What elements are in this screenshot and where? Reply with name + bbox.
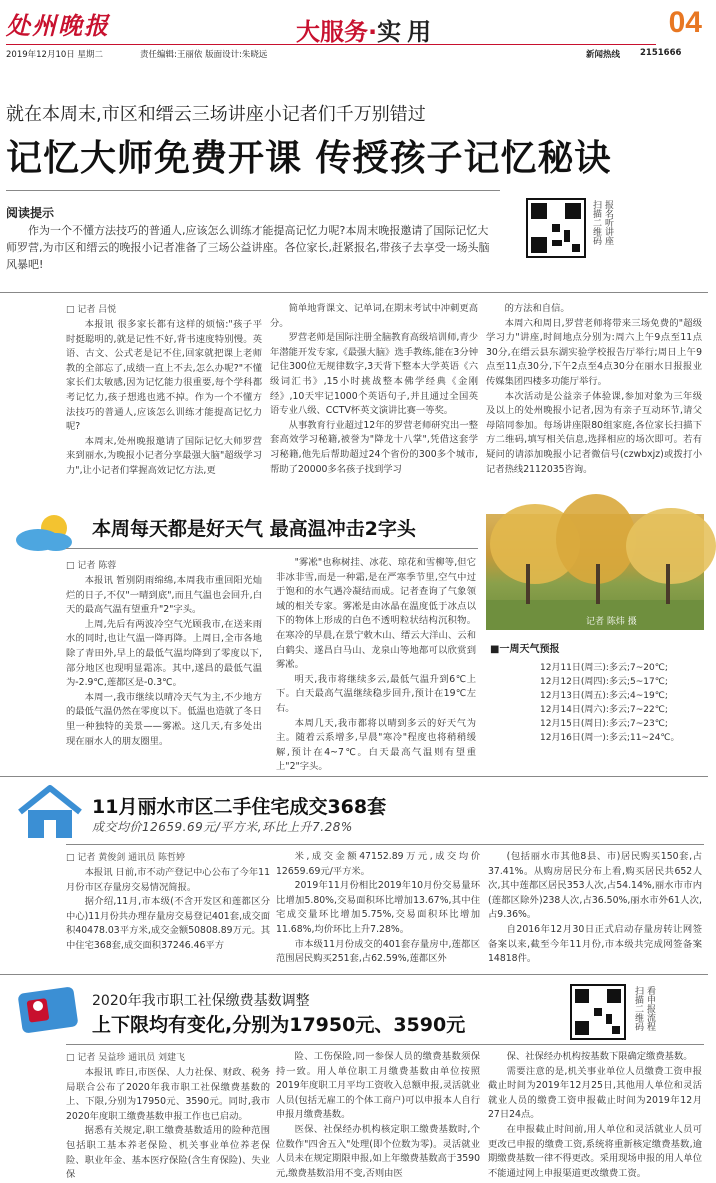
hotline-label: 新闻热线 <box>586 50 621 60</box>
paragraph: 据介绍,11月,市本级(不含开发区和莲都区分中心)11月份共办理存量房交易登记401套,成交面积40478.03平方米,成交金额50808.89万元。其中住宅368套,成交面积37246.46平方 <box>66 896 270 951</box>
paragraph: 米,成交金额47152.89万元,成交均价12659.69元/平方米。 <box>276 851 480 877</box>
page-number: 04 <box>668 6 702 39</box>
paragraph: 简单地背课文、记单词,在期末考试中冲刺更高分。 <box>270 303 478 329</box>
forecast-row: 12月16日(周一):多云;11~24℃。 <box>540 733 680 743</box>
weather-byline: □ 记者 陈蓉 <box>66 558 116 571</box>
forecast-row: 12月14日(周六):多云;7~22℃; <box>540 705 668 715</box>
paragraph: (包括丽水市其他8县、市)居民购买150套,占37.41%。从购房居民分布上看,购买居民共652人次,其中莲都区居民353人次,占54.14%,丽水市市内(莲都区除外)238人次,占36.50%,丽水市外61人次,占9.36%。 <box>488 851 702 921</box>
lead-column-1 <box>66 318 262 500</box>
paragraph: 本周末,处州晚报邀请了国际记忆大师罗营来到丽水,为晚报小记者分享最强大脑"超级学习力",让小记者们掌握高效记忆方法,更 <box>66 435 262 476</box>
insurance-column-1 <box>66 1066 270 1181</box>
insurance-column-2 <box>276 1050 480 1179</box>
divider <box>66 1044 704 1045</box>
intro-box <box>0 196 500 286</box>
weather-forecast <box>490 640 704 745</box>
lead-headline: 记忆大师免费开课 传授孩子记忆秘诀 <box>6 138 612 179</box>
lead-byline: □ 记者 吕悦 <box>66 302 116 315</box>
forecast-row: 12月13日(周五):多云;4~19℃; <box>540 691 668 701</box>
divider <box>66 548 478 549</box>
id-card-icon <box>10 984 82 1040</box>
paragraph: 本报讯 很多家长都有这样的烦恼:"孩子平时挺聪明的,就是记性不好,背书速度特别慢。英语、古文、公式老是记不住,回家就把课上老师教的全部忘了,成绩一直上不去,怎么办呢?"不懂家长们太敏感,因为记忆能力很重要,每个学科都考记忆力,孩子想逃也逃不掉。作为一个不懂方法技巧的普通人,应该怎么训练才能提高记忆力呢? <box>66 319 262 433</box>
forecast-row: 12月15日(周日):多云;7~23℃; <box>540 719 668 729</box>
paragraph: 市本级11月份成交的401套存量房中,莲都区范围居民购买251套,占62.59%,莲都区外 <box>276 938 480 965</box>
divider <box>6 190 500 191</box>
paragraph: 本报讯 昨日,市医保、人力社保、财政、税务局联合公布了2020年我市职工社保缴费基数的上、下限,分别为17950元、3590元。同时,我市2020年度职工缴费基数申报工作也已启动。 <box>66 1067 270 1122</box>
paragraph: 本次活动是公益亲子体验课,参加对象为三年级及以上的处州晚报小记者,因为有亲子互动环节,请父母陪同参加。每场讲座限80组家庭,各位家长扫描下方二维码,填写相关信息,选择相应的场次即可。若有疑问的请添加晚报小记者微信号(czwbxjz)或拨打小记者热线2112035咨询。 <box>486 390 702 475</box>
editors: 责任编辑:王丽依 版面设计:朱晓远 <box>140 50 268 60</box>
divider <box>0 292 708 293</box>
paragraph: 上周,先后有两波冷空气光顾我市,在送来雨水的同时,也让气温一降再降。上周日,全市各地除了青田外,早上的最低气温均降到了零度以下,部分地区也现明显霜冻。其中,遂昌的最低气温为-2.9℃,莲都区是-0.3℃。 <box>66 618 262 689</box>
paragraph: 本报讯 日前,市不动产登记中心公布了今年11月份市区存量房交易情况简报。 <box>66 867 270 893</box>
paragraph: 在申报截止时间前,用人单位和灵活就业人员可更改已申报的缴费工资,系统将重新核定缴费基数,逾期缴费基数一律不得更改。采用现场申报的用人单位不能通过网上申报渠道更改缴费工资。 <box>488 1123 702 1179</box>
housing-column-3 <box>488 850 702 968</box>
weather-column-2 <box>276 556 476 773</box>
section-title <box>296 12 437 47</box>
housing-column-1 <box>66 866 270 968</box>
paragraph: 本周几天,我市都将以晴到多云的好天气为主。随着云系增多,早晨"寒冷"程度也将稍稍缓解,预计在4~7℃。白天最高气温则有望重上"2"字头。 <box>276 717 476 773</box>
intro-text: 作为一个不懂方法技巧的普通人,应该怎么训练才能提高记忆力呢?本周末晚报邀请了国际记忆大师罗营,为市区和缙云的晚报小记者准备了三场公益讲座。各位家长,赶紧报名,带孩子去享受一场头脑风暴吧! <box>6 224 490 271</box>
paragraph: 自2016年12月30日正式启动存量房转让网签备案以来,截至今年11月份,市本级共完成网签备案14818件。 <box>488 923 702 965</box>
paragraph: 本报讯 暂别阴雨绵绵,本周我市重回阳光灿烂的日子,不仅"一晴到底",而且气温也会回升,白天的最高气温有望重升"2"字头。 <box>66 575 262 616</box>
paragraph: 险、工伤保险,同一参保人员的缴费基数须保持一致。用人单位职工月缴费基数由单位按照2019年度职工月平均工资收入总额申报,灵活就业人员(包括无雇工的个体工商户)可以申报本人自行申报月缴费基数。 <box>276 1051 480 1121</box>
paragraph: 本周一,我市继续以晴冷天气为主,不少地方的最低气温仍然在零度以下。低温也造就了冬日里一种独特的美景——雾凇。这几天,有多处出现在丽水人的朋友圈里。 <box>66 691 262 747</box>
paragraph: 需要注意的是,机关事业单位人员缴费工资申报截止时间为2019年12月25日,其他用人单位和灵活就业人员的缴费工资申报截止时间为2019年12月27日24点。 <box>488 1065 702 1121</box>
hotline-number: 2151666 <box>640 48 682 58</box>
intro-label: 阅读提示 <box>6 206 55 220</box>
ginkgo-photo <box>486 514 704 630</box>
housing-subhead: 成交均价12659.69元/平方米,环比上升7.28% <box>92 820 353 834</box>
house-icon <box>14 784 86 840</box>
issue-date: 2019年12月10日 星期二 <box>6 50 103 60</box>
paragraph: 本周六和周日,罗营老师将带来三场免费的"超级学习力"讲座,时间地点分别为:周六上午9点至11点30分,在缙云县东湖实验学校报告厅举行;周日上午9点至11点30分,下午2点至4点30分在丽水日报报业传媒集团四楼多功能厅举行。 <box>486 317 702 387</box>
weather-headline: 本周每天都是好天气 最高温冲击2字头 <box>92 518 416 540</box>
divider <box>0 776 708 777</box>
lead-column-3 <box>486 302 702 500</box>
paragraph: 从事教育行业超过12年的罗营老师研究出一整套高效学习秘籍,被誉为"降龙十八掌",凭借这套学习秘籍,他先后帮助超过24个省份的300多个城市,帮助了20000多名孩子找到学习 <box>270 419 478 475</box>
paragraph: 2019年11月份相比2019年10月份交易量环比增加5.80%,交易面积环比增加13.67%,其中住宅成交量环比增加5.75%,交易面积环比增加11.68%,均价环比上升7.28%。 <box>276 880 480 935</box>
housing-column-2 <box>276 850 480 968</box>
qr-code-lecture[interactable] <box>526 198 586 258</box>
insurance-byline: □ 记者 吴益珍 通讯员 刘建飞 <box>66 1050 185 1063</box>
paragraph: 据悉有关规定,职工缴费基数适用的险种范围包括职工基本养老保险、机关事业单位养老保险、职业年金、基本医疗保险(含生育保险)、失业保 <box>66 1125 270 1181</box>
paragraph: 医保、社保经办机构核定职工缴费基数时,个位数作"四舍五入"处理(即个位数为零)。灵活就业人员未在规定期限申报,如上年缴费基数高于3590元,缴费基数沿用不变,否则由医 <box>276 1123 480 1179</box>
section-title-main: 大服务· <box>296 18 378 46</box>
lead-column-2 <box>270 302 478 500</box>
forecast-row: 12月12日(周四):多云;5~17℃; <box>540 677 668 687</box>
meta-line <box>6 44 682 60</box>
lead-kicker: 就在本周末,市区和缙云三场讲座小记者们千万别错过 <box>6 104 426 125</box>
insurance-small-head: 2020年我市职工社保缴费基数调整 <box>92 993 310 1009</box>
insurance-column-3 <box>488 1050 702 1179</box>
masthead <box>0 0 708 60</box>
paragraph: "雾凇"也称树挂、冰花、琼花和雪柳等,但它非冰非雪,而是一种霜,是在严寒季节里,空气中过于饱和的水气遇冷凝结而成。记者查询了气象领域的相关专家。雾凇是由冰晶在温度低于冰点以下的物体上形成的白色不透明粒状结构沉积物。在寒冷的早晨,在景宁敕木山、缙云大洋山、云和白鹤尖、遂昌白马山、龙泉山等地都可以欣赏到雾凇。 <box>276 557 476 671</box>
photo-credit: 记者 陈炜 摄 <box>586 617 637 627</box>
paragraph: 的方法和自信。 <box>504 303 570 314</box>
qr-caption-lecture-1: 扫描二维码 <box>591 200 601 245</box>
insurance-headline: 上下限均有变化,分别为17950元、3590元 <box>92 1014 466 1036</box>
qr-caption-lecture-2: 报名听讲座 <box>603 200 613 245</box>
forecast-title: ■一周天气预报 <box>490 644 560 655</box>
paragraph: 明天,我市将继续多云,最低气温升到6℃上下。白天最高气温继续稳步回升,预计在19℃左右。 <box>276 673 476 714</box>
newspaper-logo: 处州晚报 <box>6 11 110 40</box>
divider <box>66 844 704 845</box>
housing-headline: 11月丽水市区二手住宅成交368套 <box>92 796 387 818</box>
forecast-row: 12月11日(周三):多云;7~20℃; <box>540 663 668 673</box>
qr-code-procedure[interactable] <box>570 984 626 1040</box>
qr-caption-procedure-1: 扫描二维码 <box>633 986 643 1031</box>
housing-byline: □ 记者 黄俊剑 通讯员 陈哲婷 <box>66 850 185 863</box>
paragraph: 保、社保经办机构按基数下限确定缴费基数。 <box>506 1051 693 1062</box>
paragraph: 罗营老师是国际注册全脑教育高级培训师,青少年潜能开发专家,《最强大脑》选手教练,能在3分钟记住300位无规律数字,3天背下整本大学英语《六级词汇书》,15小时挑战整本佛学经典《金刚经》,10天牢记1000个英语句子,并且通过全国英语专业八级、CCTV杯英文演讲比赛一等奖。 <box>270 332 478 417</box>
divider <box>0 974 708 975</box>
qr-caption-procedure-2: 看申报流程 <box>645 986 655 1031</box>
section-title-sub: 实用 <box>377 17 438 46</box>
weather-column-1 <box>66 574 262 770</box>
